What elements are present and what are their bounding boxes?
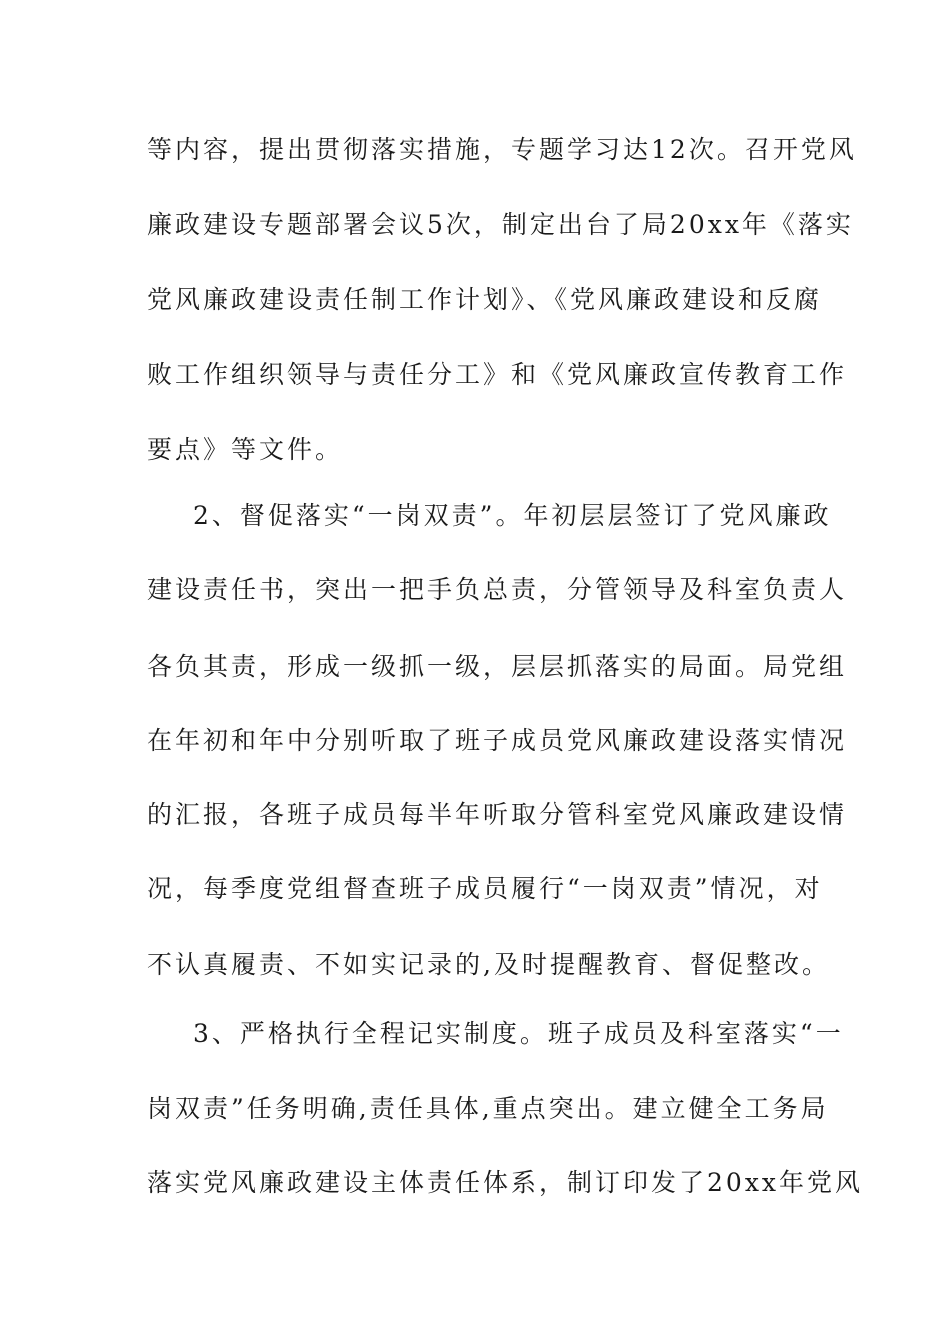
text-line: 岗双责”任务明确,责任具体,重点突出。建立健全工务局: [147, 1094, 829, 1123]
text-line: 建设责任书，突出一把手负总责，分管领导及科室负责人: [147, 575, 848, 604]
text-line: 在年初和年中分别听取了班子成员党风廉政建设落实情况: [147, 726, 848, 755]
text-line: 各负其责，形成一级抓一级，层层抓落实的局面。局党组: [147, 652, 848, 681]
text-line: 落实党风廉政建设主体责任体系，制订印发了20xx年党风: [147, 1168, 864, 1197]
text-line: 不认真履责、不如实记录的,及时提醒教育、督促整改。: [147, 950, 830, 979]
text-line: 要点》等文件。: [147, 435, 344, 464]
text-line: 等内容，提出贯彻落实措施，专题学习达12次。召开党风: [147, 135, 857, 164]
text-line: 廉政建设专题部署会议5次，制定出台了局20xx年《落实: [147, 210, 854, 239]
text-line: 况，每季度党组督查班子成员履行“一岗双责”情况，对: [147, 874, 823, 903]
paragraph-heading-3: 3、严格执行全程记实制度。班子成员及科室落实“一: [193, 1019, 844, 1048]
text-line: 的汇报，各班子成员每半年听取分管科室党风廉政建设情: [147, 800, 848, 829]
text-line: 党风廉政建设责任制工作计划》、《党风廉政建设和反腐: [147, 285, 823, 314]
text-line: 败工作组织领导与责任分工》和《党风廉政宣传教育工作: [147, 360, 848, 389]
paragraph-heading-2: 2、督促落实“一岗双责”。年初层层签订了党风廉政: [193, 501, 832, 530]
